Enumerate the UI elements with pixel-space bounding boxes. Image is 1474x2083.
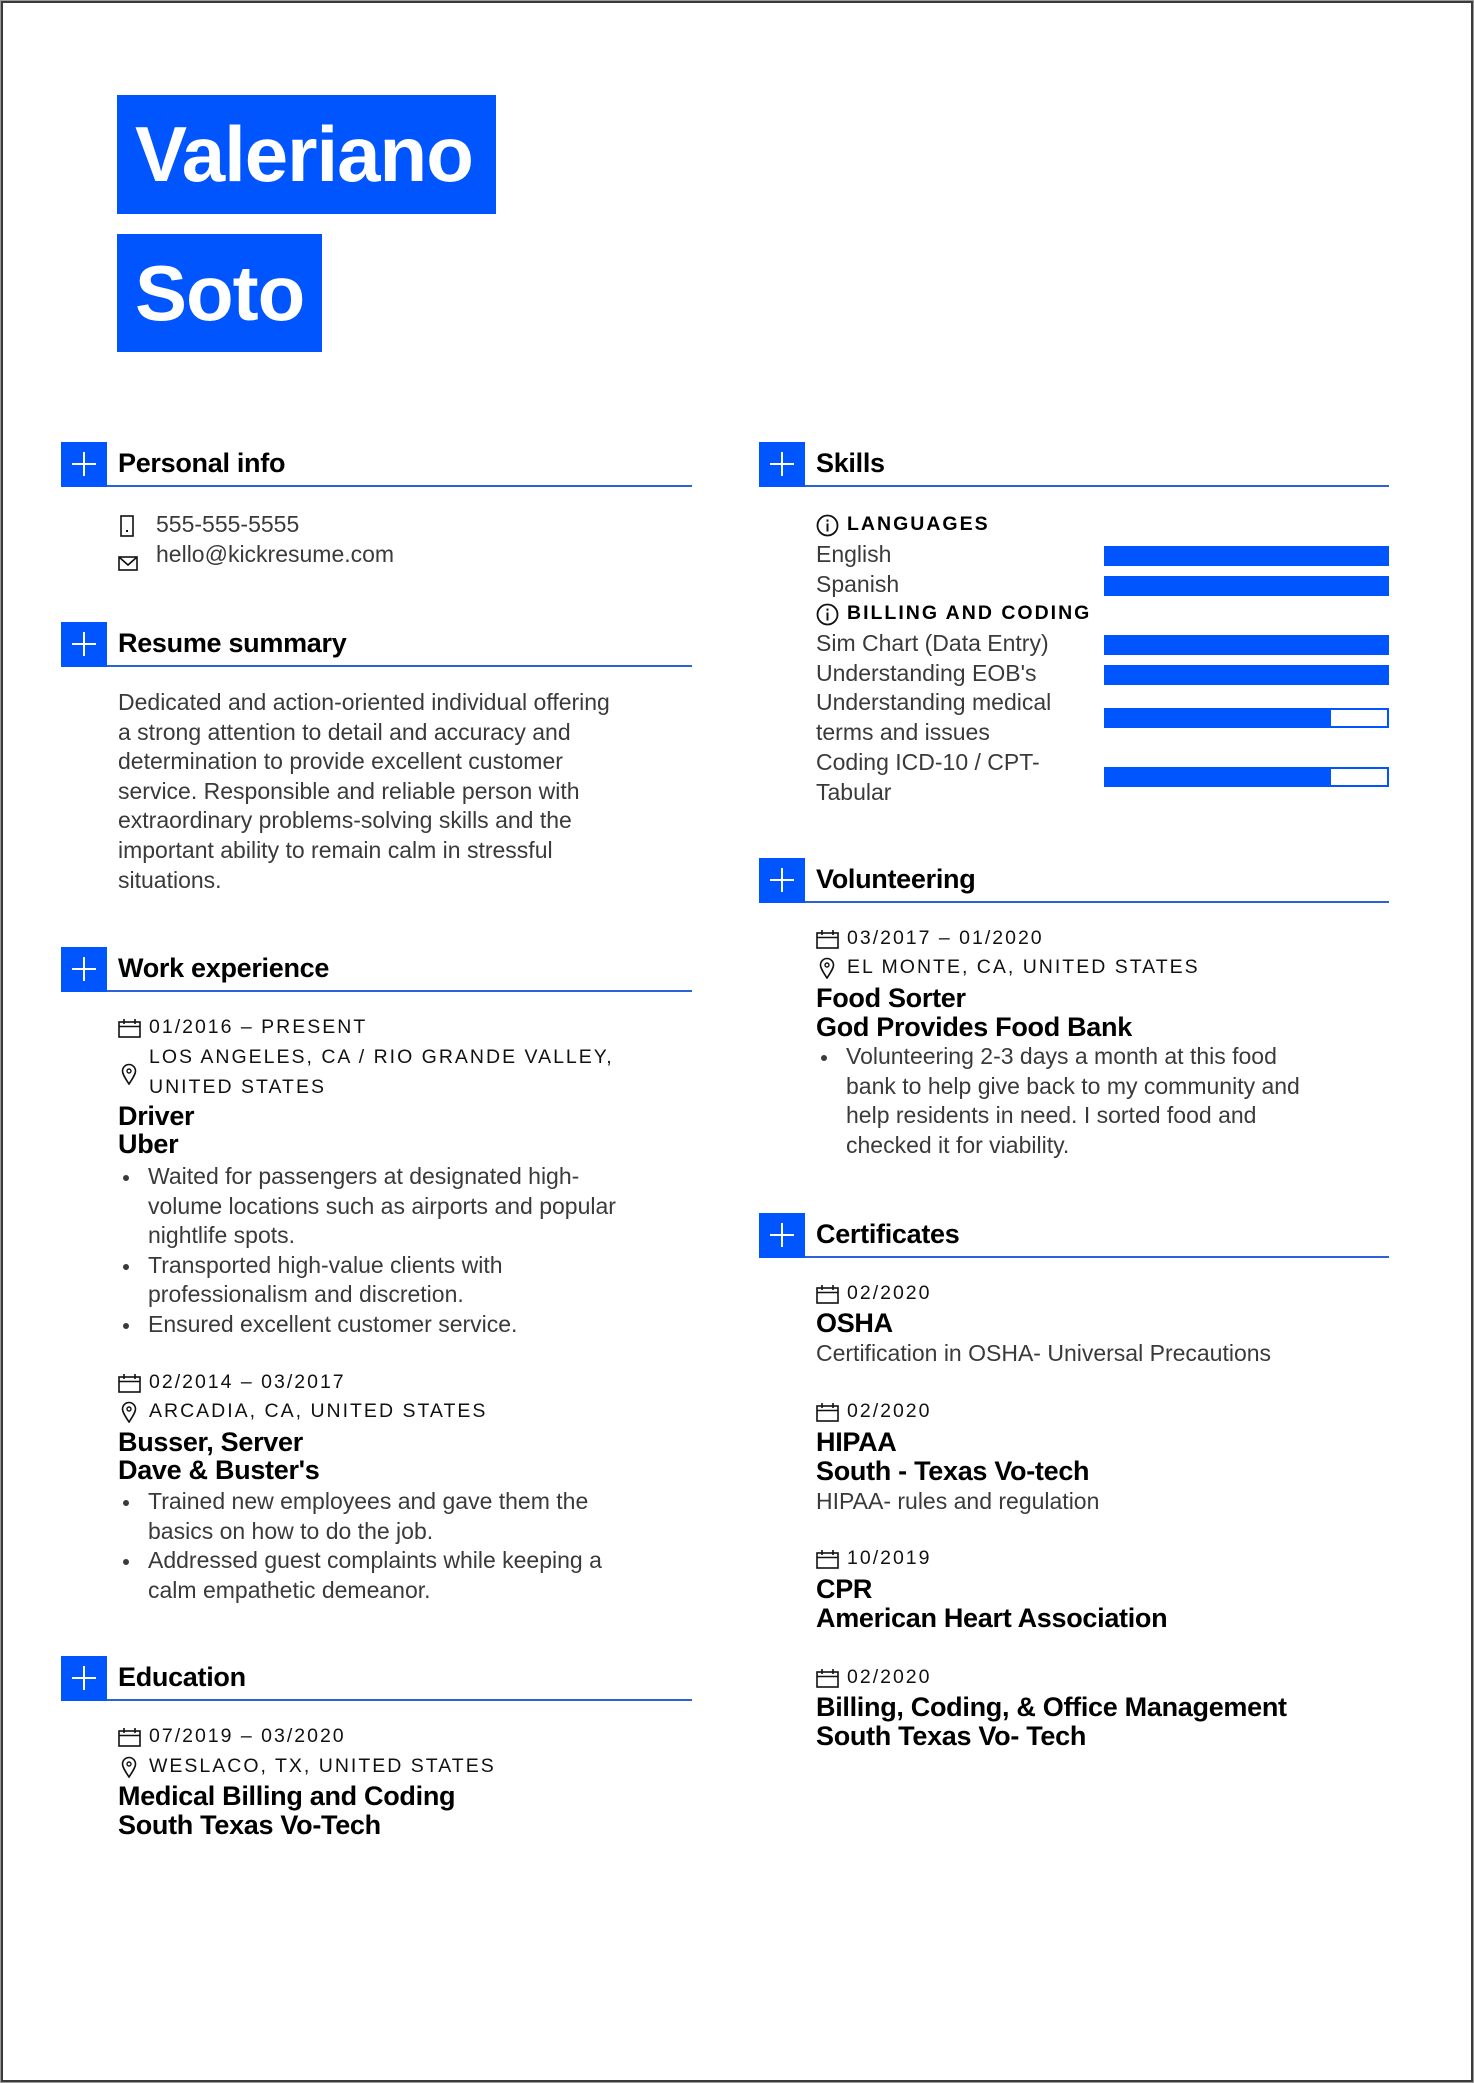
plus-icon (61, 442, 107, 487)
section-divider (107, 1699, 692, 1701)
skill-level-fill (1106, 637, 1387, 653)
section-title: Education (118, 1662, 246, 1692)
bullet-item: Waited for passengers at designated high- volume locations such as airports and popular nightlife spots. (118, 1162, 678, 1251)
skill-level-fill (1106, 710, 1331, 726)
section-title: Work experience (118, 953, 330, 983)
job-company: Uber (118, 1129, 179, 1159)
summary-line: important ability to remain calm in stressful (118, 836, 553, 863)
plus-icon (61, 947, 107, 992)
section-title: Personal info (118, 448, 286, 478)
bullet-item: Ensured excellent customer service. (118, 1310, 678, 1340)
resume-page: Valeriano Soto Personal info 555-555-5555 hello@kickresume.com Resume summary Dedicated and action-oriented individual offering a strong attention to detail and accuracy and determination to provide excellent customer service. Responsible and reliable person with extraordinary problems-solving skills and the important ability to remain calm in stressful situations. Work experience 01/2016 – PRESENT LOS ANGELES, CA / RIO GRANDE VALLEY, UNITED STATES Driver Uber Waited for passengers at designated high- volume locations such as airports and popular nightlife spots. Transported high-value clients with professionalism and discretion. Ensured excellent customer service. 02/2014 – 03/2017 ARCADIA, CA, UNITED STATES Busser, Server Dave & Buster's Trained new employees and gave them the basics on how to do the job. Addressed guest complaints while keeping a calm empathetic demeanor. Education 07/2019 – 03/2020 WESLACO, TX, UNITED STATES Medical Billing and Coding South Texas Vo-Tech Skills LANGUAGES English Spanish BILLING AND CODING Sim Chart (Data Entry) Understanding EOB's Understanding medical terms and issues Coding ICD-10 / CPT- Tabular Volunteering 03/2017 – 01/2020 EL MONTE, CA, UNITED STATES Food Sorter God Provides Food Bank Volunteering 2-3 days a month at this food bank to help give back to my community and help residents in need. I sorted food and checked it for viability. Certificates 02/2020 OSHA Certification in OSHA- Universal Precautions 02/2020 HIPAA South - Texas Vo-tech HIPAA- rules and regulation 10/2019 CPR American Heart Association 02/2020 Billing, Coding, & Office Management South Texas Vo- Tech (0, 0, 1474, 2083)
skill-level-bar (1104, 635, 1389, 655)
skill-level-bar (1104, 767, 1389, 787)
summary-line: a strong attention to detail and accuracy and (118, 718, 571, 745)
bullet-item: Trained new employees and gave them the basics on how to do the job. (118, 1487, 678, 1546)
calendar-icon (118, 1373, 141, 1403)
skill-name: Spanish (816, 571, 900, 597)
skill-level-bar (1104, 665, 1389, 685)
job-role: Driver (118, 1101, 195, 1131)
section-header-work-experience (61, 947, 692, 992)
envelope-icon (118, 549, 138, 579)
certificate-description: HIPAA- rules and regulation (816, 1488, 1100, 1514)
certificate-name: HIPAA (816, 1427, 897, 1457)
skill-level-fill (1106, 769, 1331, 785)
section-header-resume-summary (61, 622, 692, 667)
certificate-name: CPR (816, 1574, 873, 1604)
summary-line: extraordinary problems-solving skills and the (118, 807, 572, 834)
section-divider (107, 485, 692, 487)
skill-level-fill (1106, 548, 1387, 564)
education-school: South Texas Vo-Tech (118, 1810, 381, 1840)
plus-icon (61, 622, 107, 667)
bullet-item: Transported high-value clients with professionalism and discretion. (118, 1251, 678, 1310)
certificate-name: Billing, Coding, & Office Management (816, 1692, 1287, 1722)
summary-line: determination to provide excellent customer (118, 748, 563, 775)
last-name: Soto (117, 234, 322, 352)
first-name: Valeriano (117, 95, 496, 214)
volunteer-bullets (816, 1042, 1396, 1160)
phone-number[interactable]: 555-555-5555 (156, 511, 300, 537)
section-header-personal-info (61, 442, 692, 487)
section-header-volunteering (759, 858, 1389, 903)
skill-name: Coding ICD-10 / CPT- Tabular (816, 749, 1040, 805)
calendar-icon (118, 1727, 141, 1757)
section-header-certificates (759, 1213, 1389, 1258)
volunteer-organization: God Provides Food Bank (816, 1012, 1132, 1042)
job-role: Busser, Server (118, 1427, 303, 1457)
job-bullets (118, 1487, 678, 1605)
section-title: Resume summary (118, 628, 347, 658)
skill-name: Understanding medical terms and issues (816, 689, 1052, 745)
skill-level-fill (1106, 667, 1387, 683)
calendar-icon (118, 1018, 141, 1048)
summary-line: situations. (118, 866, 222, 893)
job-company: Dave & Buster's (118, 1455, 320, 1485)
education-degree: Medical Billing and Coding (118, 1781, 456, 1811)
section-divider (805, 485, 1389, 487)
skill-name: English (816, 541, 892, 567)
bullet-item: Volunteering 2-3 days a month at this food bank to help give back to my community and help residents in need. I sorted food and checked it for viability. (816, 1042, 1396, 1160)
skill-name: Sim Chart (Data Entry) (816, 630, 1049, 656)
calendar-icon (816, 929, 839, 959)
plus-icon (759, 442, 805, 487)
certificate-description: Certification in OSHA- Universal Precautions (816, 1340, 1272, 1366)
section-title: Skills (816, 448, 885, 478)
summary-line: Dedicated and action-oriented individual offering (118, 689, 610, 715)
section-title: Certificates (816, 1219, 960, 1249)
certificate-name: OSHA (816, 1308, 893, 1338)
location-pin-icon (121, 1063, 137, 1095)
skill-level-bar (1104, 708, 1389, 728)
section-header-skills (759, 442, 1389, 487)
section-header-education (61, 1656, 692, 1701)
skill-level-bar (1104, 546, 1389, 566)
phone-icon (120, 515, 134, 545)
section-divider (805, 1256, 1389, 1258)
skill-name: Understanding EOB's (816, 660, 1037, 686)
plus-icon (759, 1213, 805, 1258)
job-bullets (118, 1162, 678, 1340)
section-divider (107, 990, 692, 992)
summary-line: service. Responsible and reliable person with (118, 777, 580, 804)
summary-text (118, 688, 698, 895)
section-divider (107, 665, 692, 667)
plus-icon (759, 858, 805, 903)
section-title: Volunteering (816, 864, 976, 894)
certificate-issuer: American Heart Association (816, 1603, 1168, 1633)
certificate-issuer: South Texas Vo- Tech (816, 1721, 1087, 1751)
skill-level-fill (1106, 578, 1387, 594)
skill-level-bar (1104, 576, 1389, 596)
section-divider (805, 901, 1389, 903)
plus-icon (61, 1656, 107, 1701)
email-address[interactable]: hello@kickresume.com (156, 541, 395, 567)
bullet-item: Addressed guest complaints while keeping a calm empathetic demeanor. (118, 1546, 678, 1605)
volunteer-role: Food Sorter (816, 983, 966, 1013)
certificate-issuer: South - Texas Vo-tech (816, 1456, 1090, 1486)
